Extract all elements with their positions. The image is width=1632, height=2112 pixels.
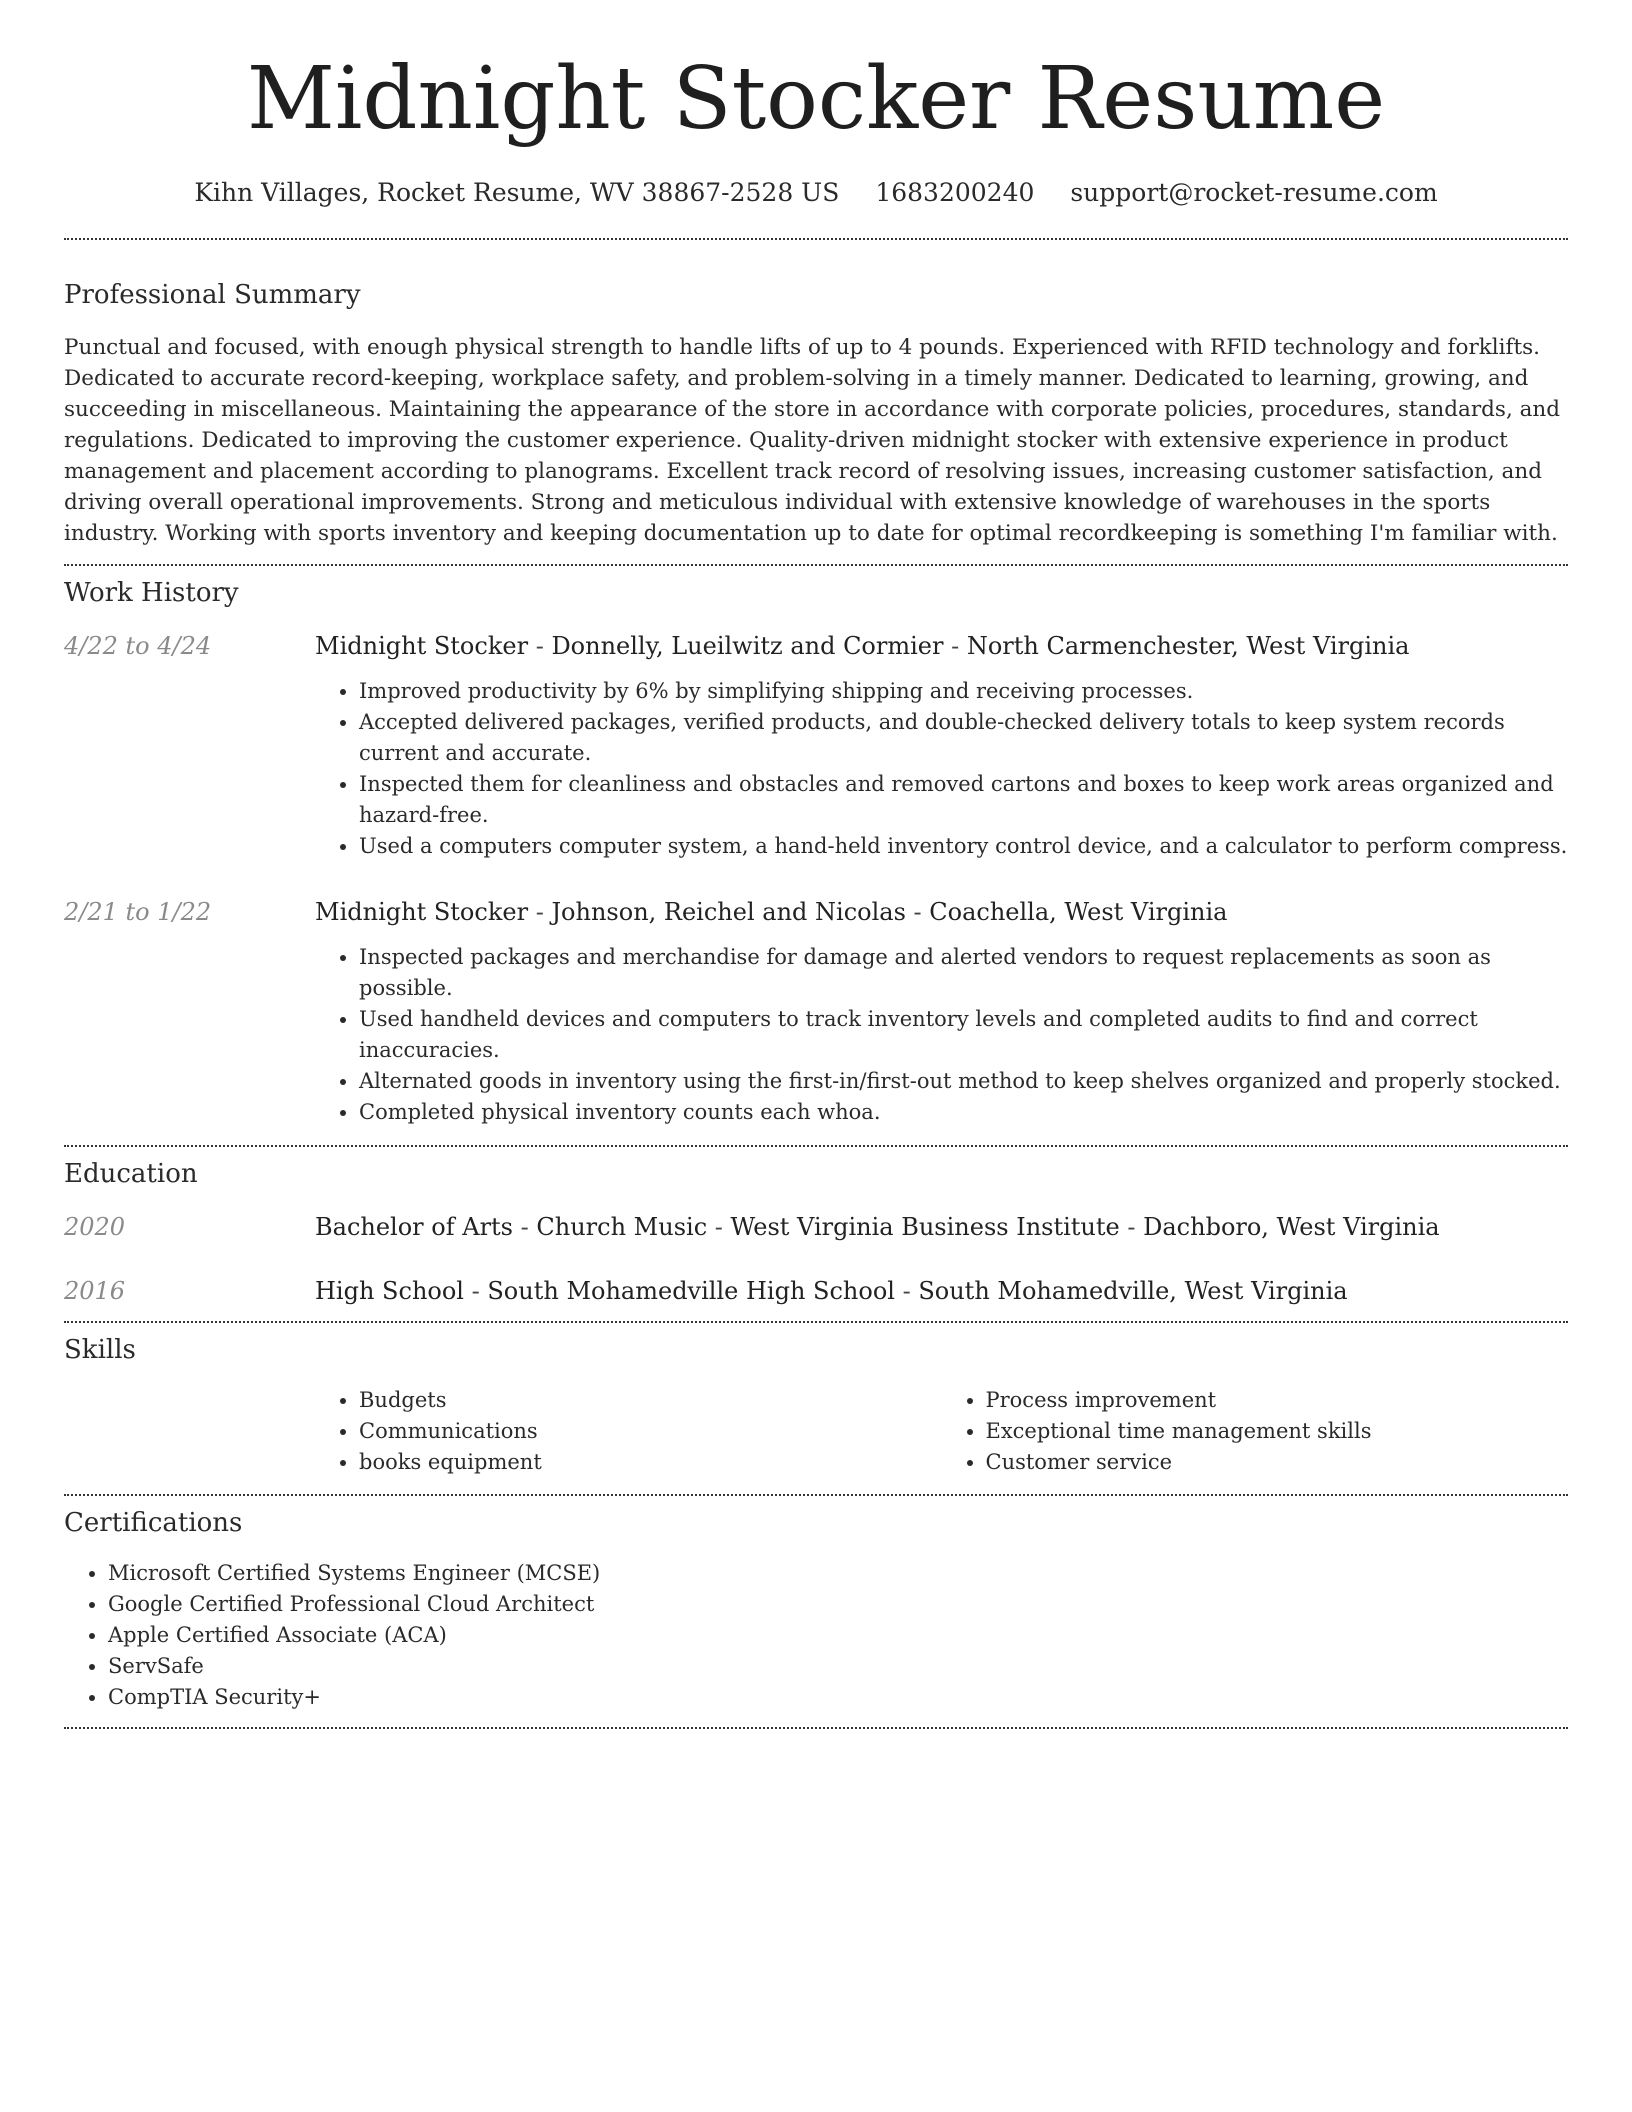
job-bullet: • Inspected them for cleanliness and obstacles and removed cartons and boxes to keep work areas organized and hazard-free. [359, 769, 1568, 831]
job-dates: 2/21 to 1/22 [64, 898, 212, 926]
education-entry [64, 1277, 1568, 1305]
certification-item: • Google Certified Professional Cloud Architect [108, 1589, 1568, 1620]
job-dates: 4/22 to 4/24 [64, 632, 212, 660]
certifications-section [64, 1508, 1568, 1713]
certifications-list [64, 1558, 1568, 1713]
education-section [64, 1159, 1568, 1305]
skill-item: • Process improvement [986, 1385, 1569, 1416]
job-separator: - [951, 632, 960, 660]
summary-heading: Professional Summary [64, 280, 361, 310]
education-location: Dachboro, West Virginia [1143, 1213, 1440, 1241]
skills-heading: Skills [64, 1335, 136, 1365]
job-location: Coachella, West Virginia [929, 898, 1228, 926]
certification-item: • CompTIA Security+ [108, 1682, 1568, 1713]
job-separator: - [535, 898, 544, 926]
section-divider [64, 1494, 1568, 1496]
contact-phone: 1683200240 [875, 178, 1035, 207]
job-bullet: • Improved productivity by 6% by simplifying shipping and receiving processes. [359, 676, 1568, 707]
education-entry [64, 1213, 1568, 1241]
education-location: South Mohamedville, West Virginia [918, 1277, 1348, 1305]
summary-section [64, 280, 1568, 549]
education-separator: - [902, 1277, 911, 1305]
job-bullet: • Used handheld devices and computers to track inventory levels and completed audits to find and correct inaccuracies. [359, 1004, 1568, 1066]
certification-item: • Apple Certified Associate (ACA) [108, 1620, 1568, 1651]
job-bullet: • Used a computers computer system, a hand-held inventory control device, and a calculator to perform compress. [359, 831, 1568, 862]
skill-item: • Communications [359, 1416, 942, 1447]
certification-item: • ServSafe [108, 1651, 1568, 1682]
education-school: West Virginia Business Institute [730, 1213, 1120, 1241]
section-divider [64, 1321, 1568, 1323]
contact-email: support@rocket-resume.com [1070, 178, 1438, 207]
job-entry [64, 898, 1568, 1128]
skills-section [64, 1335, 1568, 1478]
education-degree: High School [315, 1277, 464, 1305]
job-bullets [315, 676, 1568, 862]
job-company: Donnelly, Lueilwitz and Cormier [551, 632, 944, 660]
education-year: 2016 [64, 1277, 126, 1305]
education-separator: - [714, 1213, 723, 1241]
work-history-section [64, 578, 1568, 1128]
job-header [315, 632, 1568, 660]
job-header [315, 898, 1568, 926]
job-body [315, 632, 1568, 862]
summary-text: Punctual and focused, with enough physical strength to handle lifts of up to 4 pounds. Experienced with RFID technology and forklifts. Dedicated to accurate record-keeping, workplace safety, and problem-solving in a timely manner. Dedicated to learning, growing, and succeeding in miscellaneous. Maintaining the appearance of the store in accordance with corporate policies, procedures, standards, and regulations. Dedicated to improving the customer experience. Quality-driven midnight stocker with extensive experience in product management and placement according to planograms. Excellent track record of resolving issues, increasing customer satisfaction, and driving overall operational improvements. Strong and meticulous individual with extensive knowledge of warehouses in the sports industry. Working with sports inventory and keeping documentation up to date for optimal recordkeeping is something I'm familiar with. [64, 335, 1561, 546]
job-entry [64, 632, 1568, 862]
resume-title: Midnight Stocker Resume [246, 49, 1386, 149]
work-history-heading: Work History [64, 578, 239, 608]
skill-item: • Customer service [986, 1447, 1569, 1478]
job-location: North Carmenchester, West Virginia [966, 632, 1410, 660]
job-body [315, 898, 1568, 1128]
job-company: Johnson, Reichel and Nicolas [551, 898, 906, 926]
education-field: Church Music [536, 1213, 708, 1241]
job-bullet: • Accepted delivered packages, verified products, and double-checked delivery totals to keep system records current and accurate. [359, 707, 1568, 769]
job-bullet: • Alternated goods in inventory using the first-in/first-out method to keep shelves organized and properly stocked. [359, 1066, 1568, 1097]
education-heading: Education [64, 1159, 198, 1189]
education-school: South Mohamedville High School [487, 1277, 895, 1305]
skill-item: • Budgets [359, 1385, 942, 1416]
education-details [315, 1277, 1568, 1305]
certification-item: • Microsoft Certified Systems Engineer (MCSE) [108, 1558, 1568, 1589]
contact-line [64, 178, 1568, 207]
skills-grid [315, 1385, 1568, 1478]
section-divider [64, 1145, 1568, 1147]
education-separator: - [1127, 1213, 1136, 1241]
education-details [315, 1213, 1568, 1241]
certifications-heading: Certifications [64, 1508, 243, 1538]
job-title: Midnight Stocker [315, 632, 529, 660]
section-divider [64, 1727, 1568, 1729]
education-separator: - [520, 1213, 529, 1241]
job-title: Midnight Stocker [315, 898, 529, 926]
education-year: 2020 [64, 1213, 126, 1241]
section-divider [64, 564, 1568, 566]
section-divider [64, 238, 1568, 240]
job-bullet: • Inspected packages and merchandise for damage and alerted vendors to request replacements as soon as possible. [359, 942, 1568, 1004]
job-separator: - [535, 632, 544, 660]
job-separator: - [913, 898, 922, 926]
skills-list-left [315, 1385, 942, 1478]
contact-address: Kihn Villages, Rocket Resume, WV 38867-2528 US [194, 178, 840, 207]
education-degree: Bachelor of Arts [315, 1213, 513, 1241]
job-bullet: • Completed physical inventory counts each whoa. [359, 1097, 1568, 1128]
job-bullets [315, 942, 1568, 1128]
skills-list-right [942, 1385, 1569, 1478]
education-separator: - [471, 1277, 480, 1305]
skill-item: • Exceptional time management skills [986, 1416, 1569, 1447]
skill-item: • books equipment [359, 1447, 942, 1478]
